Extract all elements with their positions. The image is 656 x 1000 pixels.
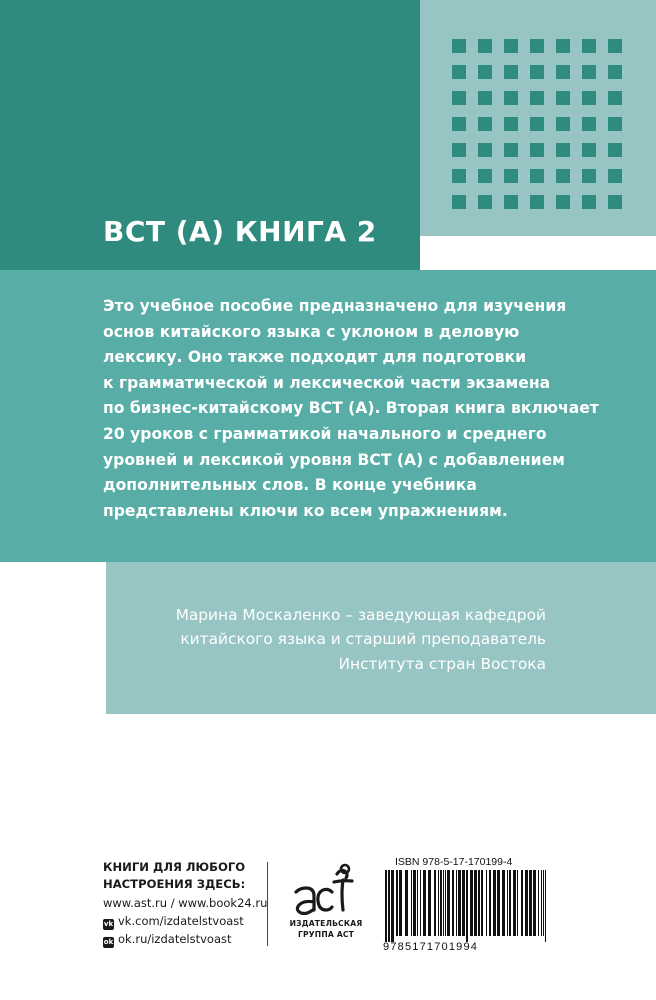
barcode-bar [445,870,446,936]
grid-square [452,195,466,209]
grid-square [452,91,466,105]
grid-square [504,65,518,79]
vk-icon: vk [103,920,114,928]
grid-square [582,169,596,183]
grid-square [608,65,622,79]
barcode-bar [447,870,450,936]
grid-square [556,91,570,105]
ok-icon: ok [103,938,114,946]
barcode-bar [474,870,477,936]
barcode-bar [466,870,468,942]
grid-square [556,143,570,157]
description-line: 20 уроков с грамматикой начального и среднего [103,424,547,443]
barcode-bar [517,870,518,936]
barcode-bar [525,870,528,936]
grid-square [530,143,544,157]
grid-square [504,91,518,105]
barcode-digits: 9785171701994 [383,941,479,953]
publisher-caption-line: ИЗДАТЕЛЬСКАЯ [289,919,363,928]
barcode-bar [509,870,511,936]
barcode-bar [423,870,426,936]
barcode-bar [452,870,454,936]
grid-square [452,65,466,79]
grid-square [608,143,622,157]
grid-square [530,91,544,105]
square-grid-decoration [452,39,628,215]
grid-square [504,117,518,131]
grid-square [530,169,544,183]
publisher-caption [280,919,372,940]
grid-square [556,169,570,183]
description-line: уровней и лексикой уровня BCT (A) с добавлением [103,450,565,469]
barcode-bar [434,870,436,936]
grid-square [504,169,518,183]
grid-square [582,195,596,209]
barcode-bar [513,870,516,936]
grid-square [478,169,492,183]
ok-link-text: ok.ru/izdatelstvoast [118,932,232,946]
barcode-bar [470,870,473,936]
footer-heading-line: НАСТРОЕНИЯ ЗДЕСЬ: [103,876,246,891]
description-line: Это учебное пособие предназначено для изучения [103,297,567,315]
barcode-bar [396,870,398,936]
book-description [103,294,623,524]
grid-square [556,117,570,131]
barcode-bar [478,870,480,936]
barcode-bar [538,870,539,936]
barcode-bar [533,870,536,936]
grid-square [504,143,518,157]
barcode-bar [388,870,390,942]
barcode-bar [545,870,546,942]
grid-square [582,143,596,157]
grid-square [530,117,544,131]
barcode-bar [458,870,461,936]
description-line: дополнительных слов. В конце учебника [103,476,477,495]
grid-square [608,117,622,131]
barcode [383,870,548,942]
grid-square [556,65,570,79]
description-line: представлены ключи ко всем упражнениям. [103,501,508,520]
barcode-bar [481,870,483,936]
barcode-bar [462,870,465,936]
grid-square [478,91,492,105]
barcode-bar [521,870,523,936]
grid-square [452,143,466,157]
grid-square [556,39,570,53]
grid-square [478,143,492,157]
author-bio [176,603,546,676]
barcode-bar [440,870,442,936]
grid-square [530,195,544,209]
grid-square [582,117,596,131]
barcode-bar [543,870,544,936]
grid-square [530,65,544,79]
barcode-bar [385,870,387,942]
barcode-bar [391,870,394,942]
ok-link[interactable] [103,931,232,948]
barcode-bar [489,870,491,936]
book-title: BCT (A) КНИГА 2 [103,215,377,248]
barcode-bar [443,870,444,936]
barcode-bar [502,870,505,936]
grid-square [452,39,466,53]
description-line: по бизнес-китайскому BCT (A). Вторая книга включает [103,399,599,418]
barcode-bar [529,870,532,936]
vk-link[interactable] [103,913,244,930]
barcode-bar [413,870,416,936]
grid-square [478,65,492,79]
website-links[interactable]: www.ast.ru / www.book24.ru [103,896,268,910]
barcode-bar [428,870,431,936]
description-line: лексику. Оно также подходит для подготовки [103,348,527,367]
barcode-bar [456,870,457,936]
description-line: к грамматической и лексической части экзамена [103,373,551,392]
grid-square [452,169,466,183]
grid-square [608,195,622,209]
grid-square [452,117,466,131]
barcode-bar [493,870,496,936]
author-line: китайского языка и старший преподаватель [180,630,546,649]
vk-link-text: vk.com/izdatelstvoast [118,914,244,928]
footer-divider [267,862,268,946]
grid-square [582,39,596,53]
isbn-label: ISBN 978-5-17-170199-4 [395,856,513,868]
grid-square [608,91,622,105]
grid-square [582,91,596,105]
grid-square [608,169,622,183]
barcode-bar [399,870,402,936]
grid-square [504,195,518,209]
barcode-bar [411,870,412,936]
grid-square [608,39,622,53]
barcode-bar [541,870,542,936]
footer-heading [103,859,245,892]
grid-square [556,195,570,209]
barcode-bar [417,870,418,936]
grid-square [478,117,492,131]
grid-square [504,39,518,53]
description-line: основ китайского языка с уклоном в деловую [103,322,520,341]
barcode-bar [497,870,500,936]
barcode-bar [486,870,487,936]
grid-square [478,39,492,53]
footer-heading-line: КНИГИ ДЛЯ ЛЮБОГО [103,860,246,874]
barcode-bar [420,870,421,936]
barcode-bar [507,870,508,936]
grid-square [582,65,596,79]
author-line: Института стран Востока [338,654,546,673]
publisher-caption-line: ГРУППА АСТ [297,929,355,939]
grid-square [478,195,492,209]
barcode-bar [438,870,439,936]
author-line: Марина Москаленко – заведующая кафедрой [175,606,546,624]
grid-square [530,39,544,53]
barcode-bar [405,870,408,936]
